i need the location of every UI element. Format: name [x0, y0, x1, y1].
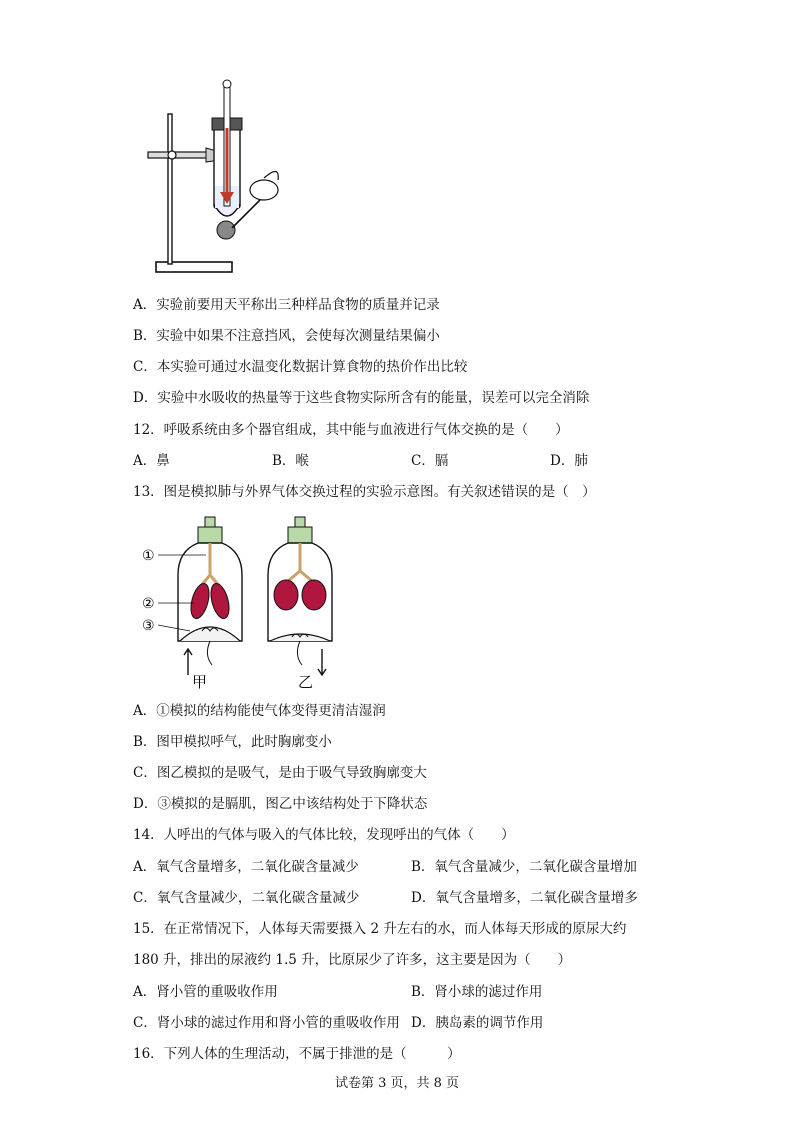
label-2: ②: [142, 596, 155, 612]
q14-option-c: C．氧气含量减少，二氧化碳含量减少: [133, 890, 360, 906]
q15-option-d: D．胰岛素的调节作用: [411, 1015, 544, 1031]
q12-option-c: C．膈: [411, 453, 449, 469]
q12-option-a: A．鼻: [133, 453, 170, 469]
q13-option-b: B．图甲模拟呼气，此时胸廓变小: [133, 734, 332, 750]
calorimeter-apparatus-figure: [140, 78, 290, 278]
label-jia: 甲: [192, 673, 208, 690]
q14-option-d: D．氧气含量增多，二氧化碳含量增多: [411, 890, 638, 906]
q14-option-b: B．氧气含量减少，二氧化碳含量增加: [411, 859, 637, 875]
q13-option-d: D．③模拟的是膈肌，图乙中该结构处于下降状态: [133, 796, 428, 812]
label-3: ③: [142, 618, 155, 634]
q11-option-c: C．本实验可通过水温变化数据计算食物的热价作出比较: [133, 359, 468, 375]
lung-model-figure: [138, 515, 358, 690]
q13-stem: 13．图是模拟肺与外界气体交换过程的实验示意图。有关叙述错误的是（ ）: [133, 484, 596, 500]
q16-stem: 16．下列人体的生理活动，不属于排泄的是（ ）: [133, 1046, 461, 1062]
q11-option-b: B．实验中如果不注意挡风，会使每次测量结果偏小: [133, 328, 440, 344]
jar-yi: [268, 517, 332, 675]
q15-option-a: A．肾小管的重吸收作用: [133, 984, 278, 1000]
q12-option-d: D．肺: [550, 453, 588, 469]
q15-option-c: C．肾小球的滤过作用和肾小管的重吸收作用: [133, 1015, 400, 1031]
jar-jia: [178, 517, 242, 675]
label-1: ①: [142, 548, 155, 564]
label-yi: 乙: [298, 673, 314, 690]
q13-option-a: A．①模拟的结构能使气体变得更清洁湿润: [133, 703, 386, 719]
page-footer: 试卷第 3 页，共 8 页: [334, 1076, 460, 1091]
q15-option-b: B．肾小球的滤过作用: [411, 984, 543, 1000]
q13-option-c: C．图乙模拟的是吸气，是由于吸气导致胸廓变大: [133, 765, 427, 781]
q11-option-d: D．实验中水吸收的热量等于这些食物实际所含有的能量，误差可以完全消除: [133, 390, 590, 406]
q15-stem-line2: 180 升，排出的尿液约 1.5 升，比原尿少了许多，这主要是因为（ ）: [133, 952, 572, 968]
q15-stem-line1: 15．在正常情况下，人体每天需要摄入 2 升左右的水，而人体每天形成的原尿大约: [133, 921, 627, 937]
q14-option-a: A．氧气含量增多，二氧化碳含量减少: [133, 859, 359, 875]
q12-stem: 12．呼吸系统由多个器官组成，其中能与血液进行气体交换的是（ ）: [133, 422, 569, 438]
q11-option-a: A．实验前要用天平称出三种样品食物的质量并记录: [133, 297, 440, 313]
q12-option-b: B．喉: [272, 453, 309, 469]
q14-stem: 14．人呼出的气体与吸入的气体比较，发现呼出的气体（ ）: [133, 827, 515, 843]
